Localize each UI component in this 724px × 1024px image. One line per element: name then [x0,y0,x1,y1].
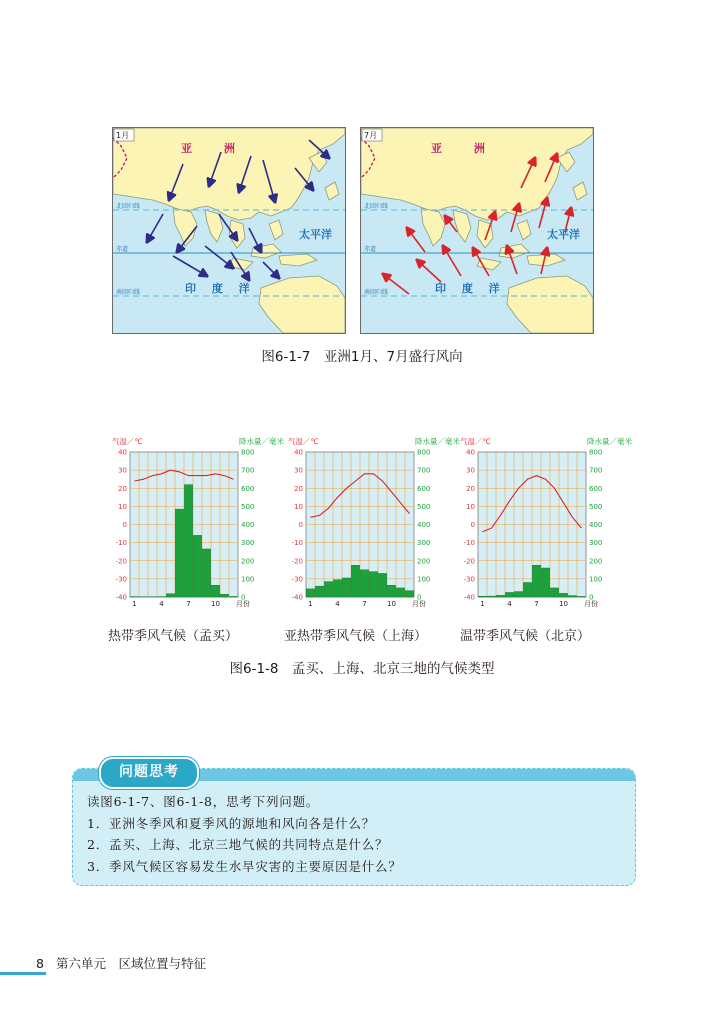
precip-bar-3 [324,582,332,597]
temp-tick-2: 20 [466,484,475,493]
climate-chart-mumbai [108,432,288,612]
temp-tick-3: 10 [294,502,303,511]
chart-title-mumbai: 热带季风气候（孟买） [108,629,239,644]
pacific-label: 太平洋 [547,228,580,241]
precip-bar-4 [333,580,341,597]
temp-tick-8: -40 [463,593,475,602]
temp-tick-3: 10 [466,502,475,511]
precip-tick-0: 800 [417,448,431,457]
chart-title-beijing: 温带季风气候（北京） [460,629,591,644]
temp-tick-7: -30 [291,575,303,584]
month-unit-label: 月份 [584,600,598,608]
precip-bar-11 [220,594,228,597]
precip-bar-7 [360,570,368,597]
precip-bar-4 [505,592,513,597]
temp-tick-4: 0 [122,521,127,529]
equator-label: 赤道 [364,246,377,253]
month-tick-4: 4 [335,600,340,608]
precip-tick-5: 300 [417,539,431,548]
temp-tick-7: -30 [115,575,127,584]
month-tick-7: 7 [186,600,191,608]
figure-6-1-8-caption: 图6-1-8 孟买、上海、北京三地的气候类型 [229,661,495,677]
questions-intro: 读图6-1-7、图6-1-8，思考下列问题。 [87,794,320,809]
temp-tick-6: -20 [463,557,475,566]
precip-tick-2: 600 [241,484,255,493]
map-july [360,127,594,334]
precip-tick-8: 0 [589,593,594,602]
precip-bar-6 [175,509,183,597]
precip-bar-5 [514,592,522,597]
precip-tick-4: 400 [241,521,255,529]
precip-bar-8 [369,572,377,597]
precip-bar-6 [523,583,531,598]
temp-tick-8: -40 [291,593,303,602]
temp-tick-5: -10 [463,539,475,548]
temp-tick-0: 40 [118,448,127,457]
precip-bar-3 [496,595,504,597]
precip-axis-label: 降水量／毫米 [239,437,284,446]
climate-chart-beijing-svg [456,432,636,612]
month-tick-1: 1 [132,600,137,608]
precip-bar-1 [306,589,314,597]
footer-accent-bar [0,972,46,975]
temp-axis-label: 气温／℃ [460,437,491,446]
pacific-label: 太平洋 [299,228,332,241]
precip-bar-5 [342,578,350,597]
equator-label: 赤道 [116,246,129,253]
map-january [112,127,346,334]
precip-bar-11 [568,596,576,597]
precip-bar-1 [478,596,486,597]
precip-bar-12 [229,596,237,597]
questions-box [72,764,636,886]
temp-tick-1: 30 [118,466,127,475]
precip-bar-10 [211,585,219,597]
precip-tick-1: 700 [417,466,431,475]
precip-bar-9 [202,549,210,597]
temp-tick-0: 40 [466,448,475,457]
questions-text [87,791,625,877]
page-footer [36,954,206,972]
climate-chart-shanghai [284,432,464,612]
precip-bar-2 [487,596,495,597]
temp-tick-4: 0 [298,521,303,529]
precip-tick-5: 300 [241,539,255,548]
indian-ocean-label: 印 度 洋 [435,282,506,295]
temp-axis-label: 气温／℃ [112,437,143,446]
precip-tick-6: 200 [589,557,603,566]
temp-tick-6: -20 [115,557,127,566]
precip-tick-8: 0 [241,593,246,602]
temp-tick-1: 30 [294,466,303,475]
precip-bar-9 [378,573,386,597]
temp-tick-2: 20 [294,484,303,493]
page-number: 8 [36,956,44,971]
tropic-capricorn-label: 南回归线 [364,289,389,296]
precip-bar-10 [559,593,567,597]
map-month-label: 7月 [364,131,378,140]
unit-title: 第六单元 区域位置与特征 [55,956,206,971]
precip-tick-3: 500 [241,502,255,511]
month-unit-label: 月份 [412,600,426,608]
precip-bar-6 [351,565,359,597]
precip-bar-5 [166,594,174,597]
precip-tick-6: 200 [241,557,255,566]
month-tick-10: 10 [559,600,568,608]
precip-axis-label: 降水量／毫米 [415,437,460,446]
precip-bar-7 [532,565,540,597]
precip-tick-7: 100 [589,575,603,584]
month-tick-4: 4 [507,600,512,608]
precip-bar-12 [577,596,585,597]
precip-tick-0: 800 [241,448,255,457]
precip-tick-7: 100 [241,575,255,584]
month-tick-7: 7 [534,600,539,608]
precip-tick-7: 100 [417,575,431,584]
precip-tick-6: 200 [417,557,431,566]
precip-tick-3: 500 [417,502,431,511]
tropic-cancer-label: 北回归线 [116,203,141,210]
figure-6-1-7-caption: 图6-1-7 亚洲1月、7月盛行风向 [261,349,463,365]
precip-bar-9 [550,588,558,597]
month-tick-4: 4 [159,600,164,608]
question-item-1: 1．亚洲冬季风和夏季风的源地和风向各是什么？ [87,815,376,831]
precip-tick-1: 700 [589,466,603,475]
climate-chart-mumbai-svg [108,432,288,612]
precip-bar-7 [184,485,192,597]
precip-tick-3: 500 [589,502,603,511]
temp-tick-7: -30 [463,575,475,584]
tropic-capricorn-label: 南回归线 [116,289,141,296]
map-january-canvas [113,128,345,333]
temp-tick-5: -10 [115,539,127,548]
temp-tick-6: -20 [291,557,303,566]
temp-axis-label: 气温／℃ [288,437,319,446]
precip-bar-8 [541,568,549,597]
question-item-2: 2．孟买、上海、北京三地气候的共同特点是什么？ [87,837,389,852]
climate-chart-beijing [456,432,636,612]
month-tick-1: 1 [480,600,485,608]
month-tick-7: 7 [362,600,367,608]
precip-axis-label: 降水量／毫米 [587,437,632,446]
chart-title-shanghai: 亚热带季风气候（上海） [284,629,428,644]
month-tick-1: 1 [308,600,313,608]
tropic-cancer-label: 北回归线 [364,203,389,210]
temp-tick-4: 0 [470,521,475,529]
temp-tick-2: 20 [118,484,127,493]
precip-bar-10 [387,585,395,597]
precip-tick-8: 0 [417,593,422,602]
continent-label: 亚 洲 [431,142,499,155]
precip-tick-4: 400 [417,521,431,529]
climate-chart-shanghai-svg [284,432,464,612]
month-tick-10: 10 [387,600,396,608]
precip-tick-5: 300 [589,539,603,548]
temp-tick-5: -10 [291,539,303,548]
precip-tick-2: 600 [589,484,603,493]
precip-bar-8 [193,535,201,597]
temp-tick-8: -40 [115,593,127,602]
precip-bar-2 [315,586,323,597]
temp-tick-1: 30 [466,466,475,475]
temp-tick-3: 10 [118,502,127,511]
precip-bar-11 [396,588,404,597]
map-july-canvas [361,128,593,333]
questions-title-badge: 问题思考 [99,757,199,789]
precip-tick-1: 700 [241,466,255,475]
question-item-3: 3．季风气候区容易发生水旱灾害的主要原因是什么？ [87,858,402,874]
precip-tick-2: 600 [417,484,431,493]
map-month-label: 1月 [116,131,130,140]
month-tick-10: 10 [211,600,220,608]
temp-tick-0: 40 [294,448,303,457]
month-unit-label: 月份 [236,600,250,608]
indian-ocean-label: 印 度 洋 [185,282,256,295]
precip-bar-12 [405,591,413,597]
precip-tick-0: 800 [589,448,603,457]
precip-tick-4: 400 [589,521,603,529]
continent-label: 亚 洲 [181,142,249,155]
